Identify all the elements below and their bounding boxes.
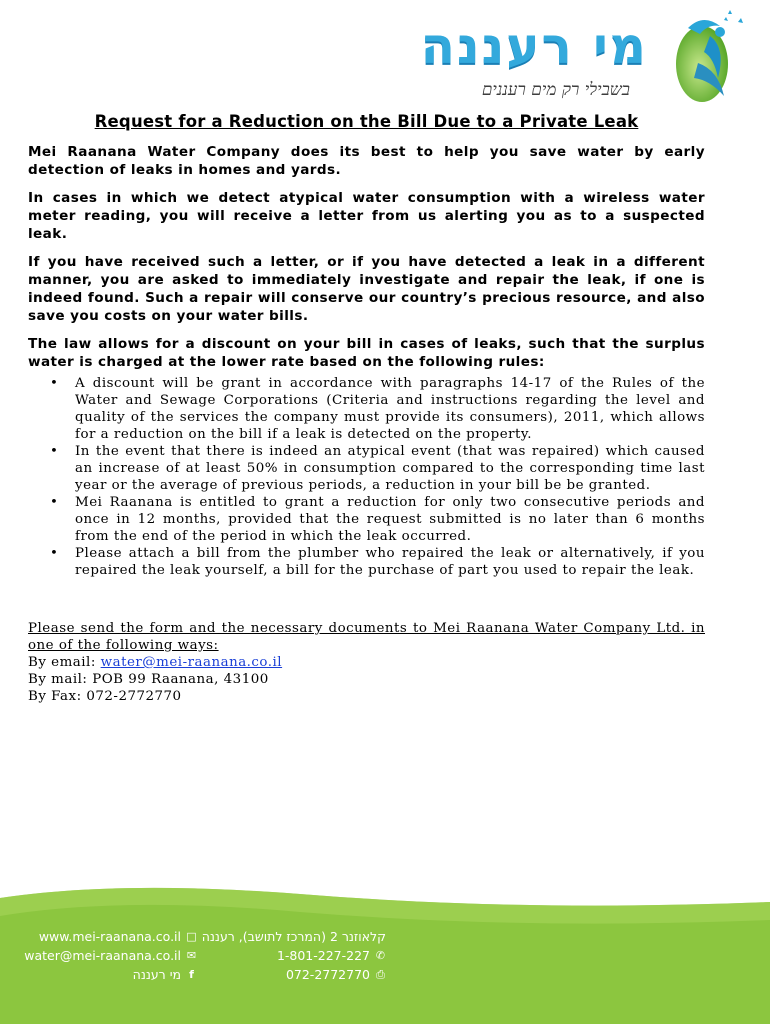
- repair-paragraph: If you have received such a letter, or if you have detected a leak in a different manner, you are asked to immediately investigate and repair the leak, if one is indeed found. Such a repair will conserve our country’s precious resource, and also save you costs on your water bills.: [28, 254, 705, 324]
- footer-facebook-row: [22, 965, 197, 984]
- fax-label: By Fax:: [28, 689, 82, 704]
- footer-office-contacts: [200, 927, 386, 984]
- phone-icon: ✆: [375, 949, 386, 962]
- rule-text: Please attach a bill from the plumber who repaired the leak or alternatively, if you repaired the leak yourself, a bill for the purchase of part you used to repair the leak.: [75, 546, 705, 578]
- mail-address: POB 99 Raanana, 43100: [92, 672, 269, 687]
- fax-number: 072-2772770: [86, 689, 182, 704]
- document-body: [28, 112, 705, 705]
- logo-slogan: בשבילי רק מים רעננים: [481, 80, 630, 100]
- intro-paragraph: Mei Raanana Water Company does its best to help you save water by early detection of leaks in homes and yards.: [28, 144, 705, 178]
- mail-label: By mail:: [28, 672, 88, 687]
- rule-text: In the event that there is indeed an atypical event (that was repaired) which caused an increase of at least 50% in consumption compared to the corresponding time last year or the average of previous periods, a reduction in your bill be be granted.: [75, 444, 705, 493]
- footer-email[interactable]: water@mei-raanana.co.il: [24, 948, 181, 963]
- footer-phone-row: [200, 946, 386, 965]
- envelope-icon: ✉: [186, 949, 197, 962]
- rule-item: [50, 545, 705, 579]
- monitor-icon: □: [186, 930, 197, 943]
- bullet: •: [50, 495, 59, 510]
- logo-title: מי רעננה: [420, 17, 648, 75]
- bullet: •: [50, 444, 59, 459]
- law-paragraph: The law allows for a discount on your bill in cases of leaks, such that the surplus water is charged at the lower rate based on the following rules:: [28, 336, 705, 370]
- company-logo: [398, 8, 758, 108]
- footer-address: קלאוזנר 2 (המרכז לתושב), רעננה: [201, 929, 386, 944]
- footer-facebook[interactable]: מי רעננה: [132, 967, 181, 982]
- contact-mail-line: [28, 671, 705, 688]
- detection-paragraph: In cases in which we detect atypical water consumption with a wireless water meter reading, you will receive a letter from us alerting you as to a suspected leak.: [28, 190, 705, 242]
- facebook-icon: f: [189, 968, 194, 981]
- contact-email-line: [28, 654, 705, 671]
- footer-email-row: [22, 946, 197, 965]
- rules-list: [28, 375, 705, 579]
- water-figure-emblem-icon: [658, 8, 758, 108]
- rule-item: [50, 375, 705, 443]
- footer-fax-row: [200, 965, 386, 984]
- rule-text: A discount will be grant in accordance with paragraphs 14-17 of the Rules of the Water and Sewage Corporations (Criteria and instructions regarding the level and quality of the services the company must provide its consumers), 2011, which allows for a reduction on the bill if a leak is detected on the property.: [75, 376, 705, 442]
- rule-text: Mei Raanana is entitled to grant a reduction for only two consecutive periods and once in 12 months, provided that the request submitted is no later than 6 months from the end of the period in which the leak occurred.: [75, 495, 705, 544]
- document-title: Request for a Reduction on the Bill Due to a Private Leak: [94, 112, 639, 131]
- contact-fax-line: [28, 688, 705, 705]
- fax-icon: ⎙: [376, 968, 385, 981]
- footer-address-row: [200, 927, 386, 946]
- footer-online-contacts: [22, 927, 197, 984]
- contact-intro: Please send the form and the necessary documents to Mei Raanana Water Company Ltd. in one of the following ways:: [28, 621, 705, 653]
- footer-website-row: [22, 927, 197, 946]
- rule-item: [50, 494, 705, 545]
- email-link[interactable]: water@mei-raanana.co.il: [100, 655, 283, 670]
- bullet: •: [50, 376, 59, 391]
- rule-item: [50, 443, 705, 494]
- bullet: •: [50, 546, 59, 561]
- contact-section: [28, 620, 705, 705]
- footer-website[interactable]: www.mei-raanana.co.il: [38, 929, 181, 944]
- footer-phone: 1-801-227-227: [276, 948, 370, 963]
- email-label: By email:: [28, 655, 96, 670]
- footer-fax: 072-2772770: [285, 967, 370, 982]
